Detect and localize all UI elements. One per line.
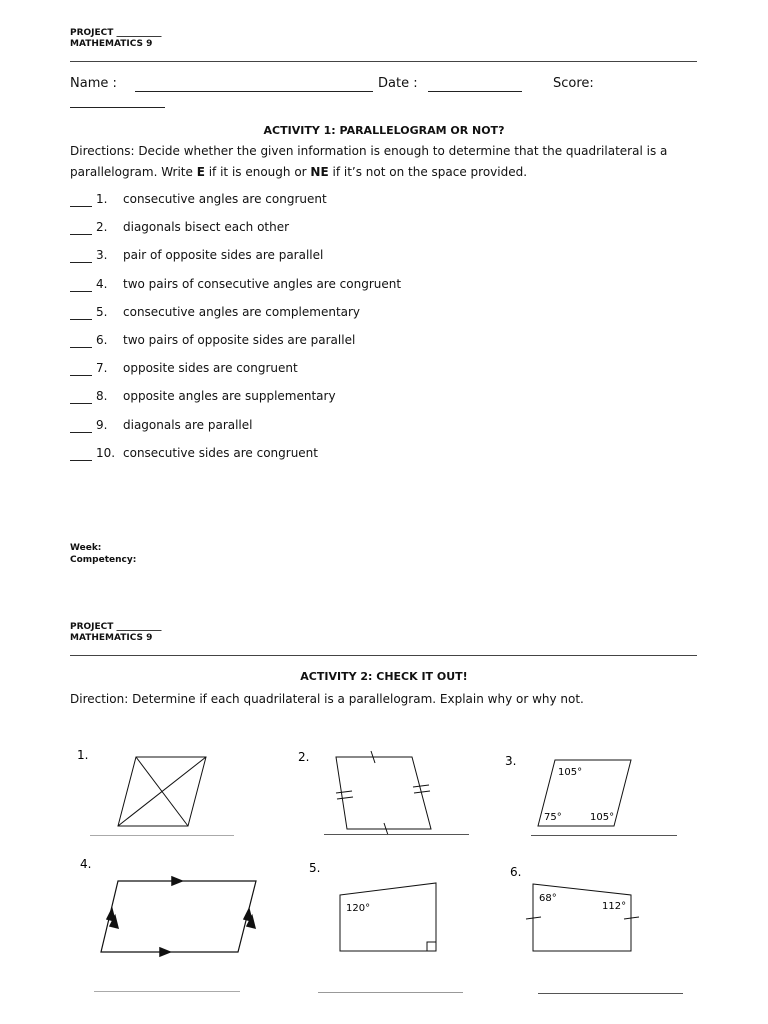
competency-label: Competency:	[70, 555, 137, 565]
subject-label: MATHEMATICS 9	[70, 39, 153, 49]
statement-number: 3.	[96, 248, 108, 263]
subject-label-2: MATHEMATICS 9	[70, 633, 153, 643]
figure-2-tick-mark	[414, 791, 430, 793]
figure-1-answer-line[interactable]	[90, 835, 234, 836]
answer-blank[interactable]	[70, 277, 92, 292]
statement-text: two pairs of opposite sides are parallel	[123, 333, 356, 347]
enough-letter: E	[196, 165, 205, 179]
statement-number: 6.	[96, 333, 108, 347]
statement-number: 8.	[96, 389, 108, 404]
statement-item	[70, 305, 360, 320]
figure-6-angle-right: 112°	[602, 901, 627, 912]
statement-text: consecutive angles are congruent	[123, 192, 327, 206]
figure-3-angle-top: 105°	[558, 767, 583, 778]
statement-text: diagonals are parallel	[123, 417, 253, 432]
statement-text: consecutive angles are complementary	[123, 304, 361, 319]
arrow-mark-bottom	[160, 948, 170, 956]
project-label: PROJECT __________	[70, 28, 162, 38]
answer-blank[interactable]	[70, 418, 92, 433]
project-label-2: PROJECT __________	[70, 622, 162, 632]
figure-3-angle-bottom-right: 105°	[590, 812, 615, 823]
statement-text: opposite sides are congruent	[123, 361, 298, 376]
answer-blank[interactable]	[70, 333, 92, 348]
activity-1-directions	[70, 141, 670, 183]
answer-blank[interactable]	[70, 305, 92, 320]
figure-2-tick-mark	[336, 791, 352, 793]
answer-blank[interactable]	[70, 220, 92, 235]
score-label: Score:	[553, 76, 594, 91]
statement-text: pair of opposite sides are parallel	[123, 248, 324, 263]
week-label: Week:	[70, 543, 102, 553]
statement-item	[70, 333, 355, 348]
figure-3-number: 3.	[505, 754, 517, 768]
name-field[interactable]	[135, 76, 373, 92]
figure-4-answer-line[interactable]	[94, 991, 240, 992]
directions-text-end: if it’s not on the space provided.	[328, 165, 528, 179]
statement-item	[70, 446, 318, 461]
figure-2-number: 2.	[298, 750, 310, 764]
statement-number: 7.	[96, 361, 108, 376]
answer-blank[interactable]	[70, 389, 92, 404]
figure-2-answer-line[interactable]	[324, 834, 469, 835]
arrow-mark-top	[172, 877, 182, 885]
statement-item	[70, 418, 253, 433]
statement-item	[70, 361, 298, 376]
figure-5-number: 5.	[309, 861, 321, 875]
statement-item	[70, 192, 327, 207]
figure-6-number: 6.	[510, 865, 522, 879]
statement-text: consecutive sides are congruent	[123, 445, 318, 460]
statement-text: opposite angles are supplementary	[123, 389, 336, 404]
statement-text: diagonals bisect each other	[123, 220, 290, 235]
statement-number: 5.	[96, 304, 108, 319]
figure-1-diagonal	[118, 757, 206, 826]
statement-text: two pairs of consecutive angles are congruent	[123, 276, 402, 291]
figure-4-parallelogram	[101, 881, 256, 952]
directions-text: Directions: Decide whether the given information is enough to determine that the quadrilateral is a parallelogram. Write	[70, 144, 668, 179]
figure-1-number: 1.	[77, 748, 89, 762]
figure-2-tick-mark	[337, 797, 353, 799]
figure-3-answer-line[interactable]	[531, 835, 677, 836]
date-label: Date :	[378, 76, 418, 91]
figure-4-arrow-marks	[107, 877, 255, 956]
header-divider	[70, 61, 697, 62]
figure-6-answer-line[interactable]	[538, 993, 683, 994]
statement-number: 9.	[96, 417, 108, 432]
activity-2-direction: Direction: Determine if each quadrilateral is a parallelogram. Explain why or why not.	[70, 692, 584, 706]
figure-5-right-angle-mark	[427, 942, 436, 951]
statement-item	[70, 277, 401, 292]
statement-item	[70, 389, 336, 404]
figure-5-answer-line[interactable]	[318, 992, 463, 993]
figure-4-number: 4.	[80, 857, 92, 871]
statement-number: 1.	[96, 192, 108, 206]
figure-5-quadrilateral	[340, 883, 436, 951]
score-field[interactable]	[70, 93, 165, 108]
figure-1-parallelogram	[118, 757, 206, 826]
figure-2-quadrilateral	[336, 751, 431, 835]
figure-3-angle-bottom-left: 75°	[544, 812, 562, 823]
answer-blank[interactable]	[70, 361, 92, 376]
answer-blank[interactable]	[70, 192, 92, 207]
figure-6-angle-left: 68°	[539, 893, 557, 904]
date-field[interactable]	[428, 76, 522, 92]
answer-blank[interactable]	[70, 446, 92, 461]
statement-number: 2.	[96, 220, 108, 235]
not-enough-letters: NE	[310, 165, 329, 179]
answer-blank[interactable]	[70, 248, 92, 263]
activity-1-title: ACTIVITY 1: PARALLELOGRAM OR NOT?	[263, 124, 505, 137]
statement-item	[70, 248, 323, 263]
header-divider-2	[70, 655, 697, 656]
statement-number: 10.	[96, 445, 116, 460]
statement-item	[70, 220, 289, 235]
figures-area	[0, 730, 768, 1024]
directions-text-mid: if it is enough or	[204, 165, 311, 179]
statement-number: 4.	[96, 276, 108, 291]
activity-2-title: ACTIVITY 2: CHECK IT OUT!	[300, 670, 468, 683]
figure-5-angle: 120°	[346, 903, 371, 914]
name-label: Name :	[70, 76, 117, 91]
figure-2-tick-mark	[413, 785, 429, 787]
